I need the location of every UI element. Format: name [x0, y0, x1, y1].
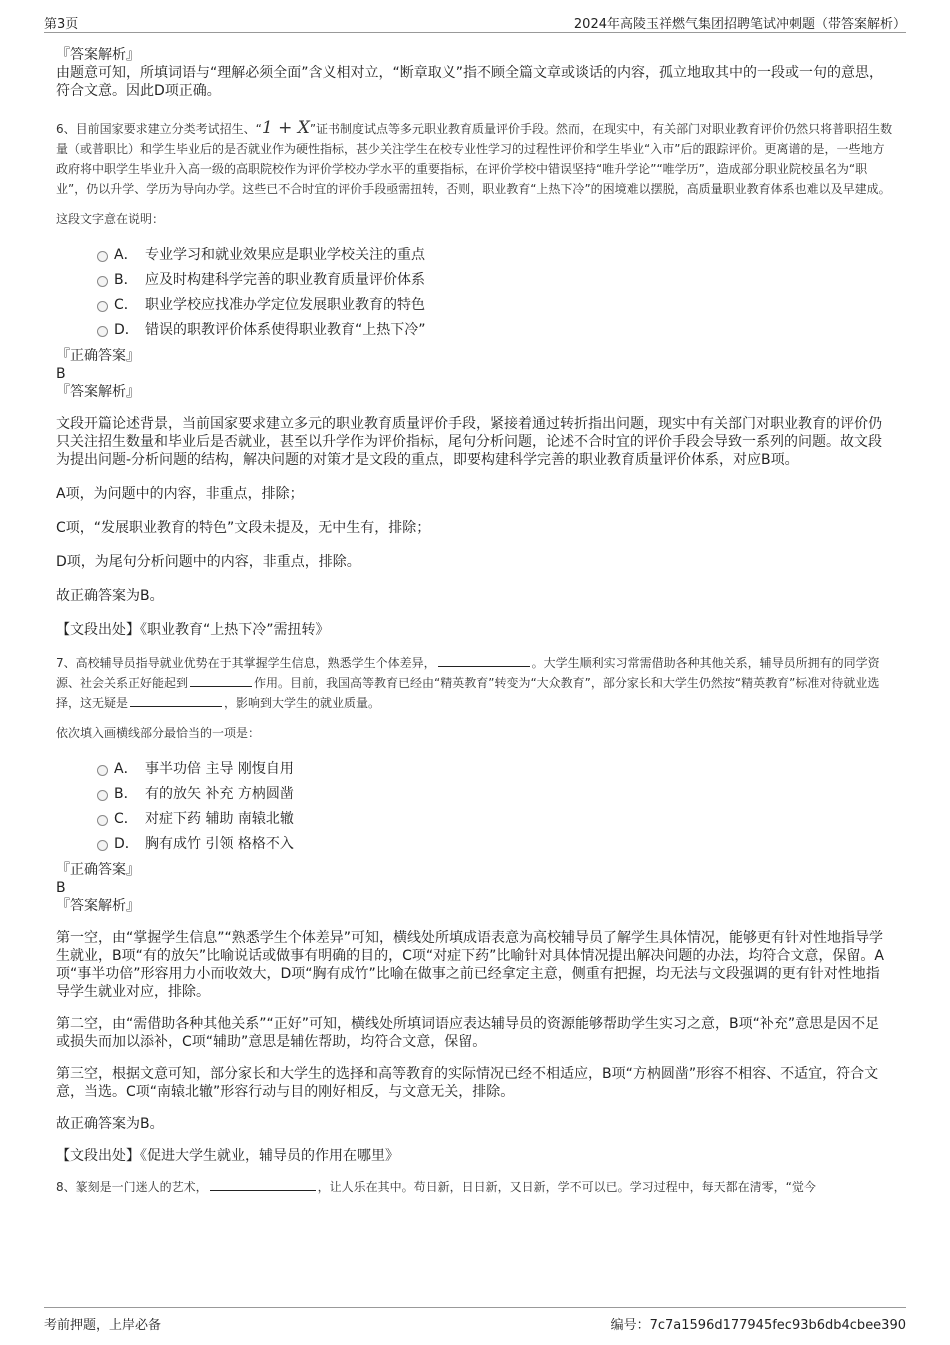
option-text: 应及时构建科学完善的职业教育质量评价体系	[145, 272, 425, 288]
q6-stem	[56, 118, 893, 199]
page-footer	[44, 1307, 906, 1334]
page-number: 第3页	[44, 17, 79, 32]
page-header	[44, 10, 906, 33]
footer-slogan: 考前押题，上岸必备	[44, 1318, 162, 1333]
q7-prompt: 依次填入画横线部分最恰当的一项是：	[56, 726, 261, 740]
q6-stem-after: ”证书制度试点等多元职业教育质量评价手段。然而，在现实中，有关部门对职业教育评价仍然只将普职招生数量（或普职比）和学生毕业后的是否就业作为硬性指标，甚少关注学生在校专业性学习的过程性评价和学生毕业“入市”后的跟踪评价。更离谱的是，一些地方政府将中职学生毕业升入高一级的高职院校作为评价学校办学水平的重要指标，在评价学校中错误坚持“唯升学论”“唯学历”，造成部分职业院校虽名为“职业”，仍以升学、学历为导向办学。这些已不合时宜的评价手段亟需扭转，否则，职业教育“上热下冷”的困境难以摆脱，高质量职业教育体系也难以及早建成。	[56, 122, 893, 196]
option-text: 事半功倍 主导 刚愎自用	[145, 761, 294, 777]
radio-icon[interactable]	[97, 326, 108, 337]
q6-option-a[interactable]	[56, 243, 893, 268]
option-letter: B．	[114, 272, 138, 288]
radio-icon[interactable]	[97, 765, 108, 776]
q6-option-b[interactable]	[56, 268, 893, 293]
q7-stem	[56, 653, 893, 713]
q6-prompt: 这段文字意在说明：	[56, 212, 165, 226]
q7-analysis-para: 第一空，由“掌握学生信息”“熟悉学生个体差异”可知，横线处所填成语表意为高校辅导员了解学生具体情况，能够更有针对性地指导学生就业，B项“有的放矢”比喻说话或做事有明确的目的，C项“对症下药”比喻针对具体情况提出解决问题的办法，均符合文意，保留。A项“事半功倍”形容用力小而收效大，D项“胸有成竹”比喻在做事之前已经拿定主意，侧重有把握，均无法与文段强调的更有针对性地指导学生就业对应，排除。	[56, 930, 884, 1000]
q7-correct-label: 『正确答案』	[56, 862, 140, 878]
q7-blank-3	[130, 694, 222, 707]
q6-option-c[interactable]	[56, 293, 893, 318]
option-letter: A．	[114, 761, 138, 777]
q7-stem-part: ，影响到大学生的就业质量。	[224, 696, 381, 710]
document-id: 编号：7c7a1596d177945fec93b6db4cbee390	[610, 1318, 906, 1333]
q7-blank-2	[190, 674, 252, 687]
q6-analysis-para: 故正确答案为B。	[56, 588, 164, 604]
q6-analysis-para: 文段开篇论述背景，当前国家要求建立多元的职业教育质量评价手段，紧接着通过转折指出问题，现实中有关部门对职业教育的评价仍只关注招生数量和毕业后是否就业，甚至以升学作为评价指标，尾句分析问题，论述不合时宜的评价手段会导致一系列的问题。故文段为提出问题-分析问题的结构，解决问题的对策才是文段的重点，即要构建科学完善的职业教育质量评价体系，对应B项。	[56, 416, 882, 468]
option-letter: D．	[114, 322, 139, 338]
q7-option-a[interactable]	[56, 757, 893, 782]
option-text: 职业学校应找准办学定位发展职业教育的特色	[145, 297, 425, 313]
radio-icon[interactable]	[97, 301, 108, 312]
q8-blank-1	[210, 1178, 316, 1191]
q7-answer: B	[56, 880, 66, 896]
q8-stem	[56, 1177, 893, 1197]
q6-option-d[interactable]	[56, 318, 893, 343]
q6-formula: 1 + X	[261, 118, 310, 138]
document-title: 2024年高陵玉祥燃气集团招聘笔试冲刺题（带答案解析）	[573, 17, 906, 32]
q6-correct-label: 『正确答案』	[56, 348, 140, 364]
radio-icon[interactable]	[97, 790, 108, 801]
option-letter: C．	[114, 811, 138, 827]
q7-source: 【文段出处】《促进大学生就业，辅导员的作用在哪里》	[56, 1148, 399, 1164]
radio-icon[interactable]	[97, 815, 108, 826]
radio-icon[interactable]	[97, 251, 108, 262]
radio-icon[interactable]	[97, 276, 108, 287]
q7-option-d[interactable]	[56, 832, 893, 857]
option-text: 有的放矢 补充 方枘圆凿	[145, 786, 294, 802]
q7-stem-part: 。大学生顺利实习常需借助各种其他关系，辅导员所拥有的同学资源、社会关系正好能起到	[56, 656, 880, 690]
q6-analysis-label: 『答案解析』	[56, 384, 140, 400]
q8-stem-part: ，让人乐在其中。苟日新，日日新，又日新，学不可以已。学习过程中，每天都在清零，“觉今	[317, 1180, 816, 1194]
q6-options	[56, 243, 893, 343]
q7-analysis-para: 第三空，根据文意可知，部分家长和大学生的选择和高等教育的实际情况已经不相适应，B项“方枘圆凿”形容不相容、不适宜，符合文意，当选。C项“南辕北辙”形容行动与目的刚好相反，与文意无关，排除。	[56, 1066, 879, 1100]
option-letter: B．	[114, 786, 138, 802]
radio-icon[interactable]	[97, 840, 108, 851]
q6-stem-before: 6、目前国家要求建立分类考试招生、“	[56, 122, 262, 136]
option-letter: A．	[114, 247, 138, 263]
q7-stem-part: 作用。目前，我国高等教育已经由“精英教育”转变为“大众教育”，部分家长和大学生仍然按“精英教育”标准对待就业选择，这无疑是	[56, 676, 880, 710]
q7-option-b[interactable]	[56, 782, 893, 807]
q7-option-c[interactable]	[56, 807, 893, 832]
q6-analysis-para: A项，为问题中的内容，非重点，排除；	[56, 486, 304, 502]
q7-analysis-para: 故正确答案为B。	[56, 1116, 164, 1132]
option-letter: C．	[114, 297, 138, 313]
q7-blank-1	[438, 654, 530, 667]
q6-source: 【文段出处】《职业教育“上热下冷”需扭转》	[56, 622, 330, 638]
option-text: 专业学习和就业效果应是职业学校关注的重点	[145, 247, 425, 263]
prev-analysis-label: 『答案解析』	[56, 47, 140, 63]
q8-stem-part: 8、篆刻是一门迷人的艺术，	[56, 1180, 208, 1194]
q7-options	[56, 757, 893, 857]
q6-analysis-para: C项，“发展职业教育的特色”文段未提及，无中生有，排除；	[56, 520, 431, 536]
q6-analysis-para: D项，为尾句分析问题中的内容，非重点，排除。	[56, 554, 361, 570]
option-text: 错误的职教评价体系使得职业教育“上热下冷”	[145, 322, 426, 338]
page-content	[56, 46, 893, 1197]
prev-analysis-text: 由题意可知，所填词语与“理解必须全面”含义相对立，“断章取义”指不顾全篇文章或谈话的内容，孤立地取其中的一段或一句的意思，符合文意。因此D项正确。	[56, 65, 884, 99]
q6-answer: B	[56, 366, 66, 382]
q7-analysis-para: 第二空，由“需借助各种其他关系”“正好”可知，横线处所填词语应表达辅导员的资源能够帮助学生实习之意，B项“补充”意思是因不足或损失而加以添补，C项“辅助”意思是辅佐帮助，均符合文意，保留。	[56, 1016, 880, 1050]
option-text: 胸有成竹 引领 格格不入	[145, 836, 294, 852]
q7-stem-part: 7、高校辅导员指导就业优势在于其掌握学生信息，熟悉学生个体差异，	[56, 656, 436, 670]
q7-analysis-label: 『答案解析』	[56, 898, 140, 914]
option-letter: D．	[114, 836, 139, 852]
option-text: 对症下药 辅助 南辕北辙	[145, 811, 294, 827]
